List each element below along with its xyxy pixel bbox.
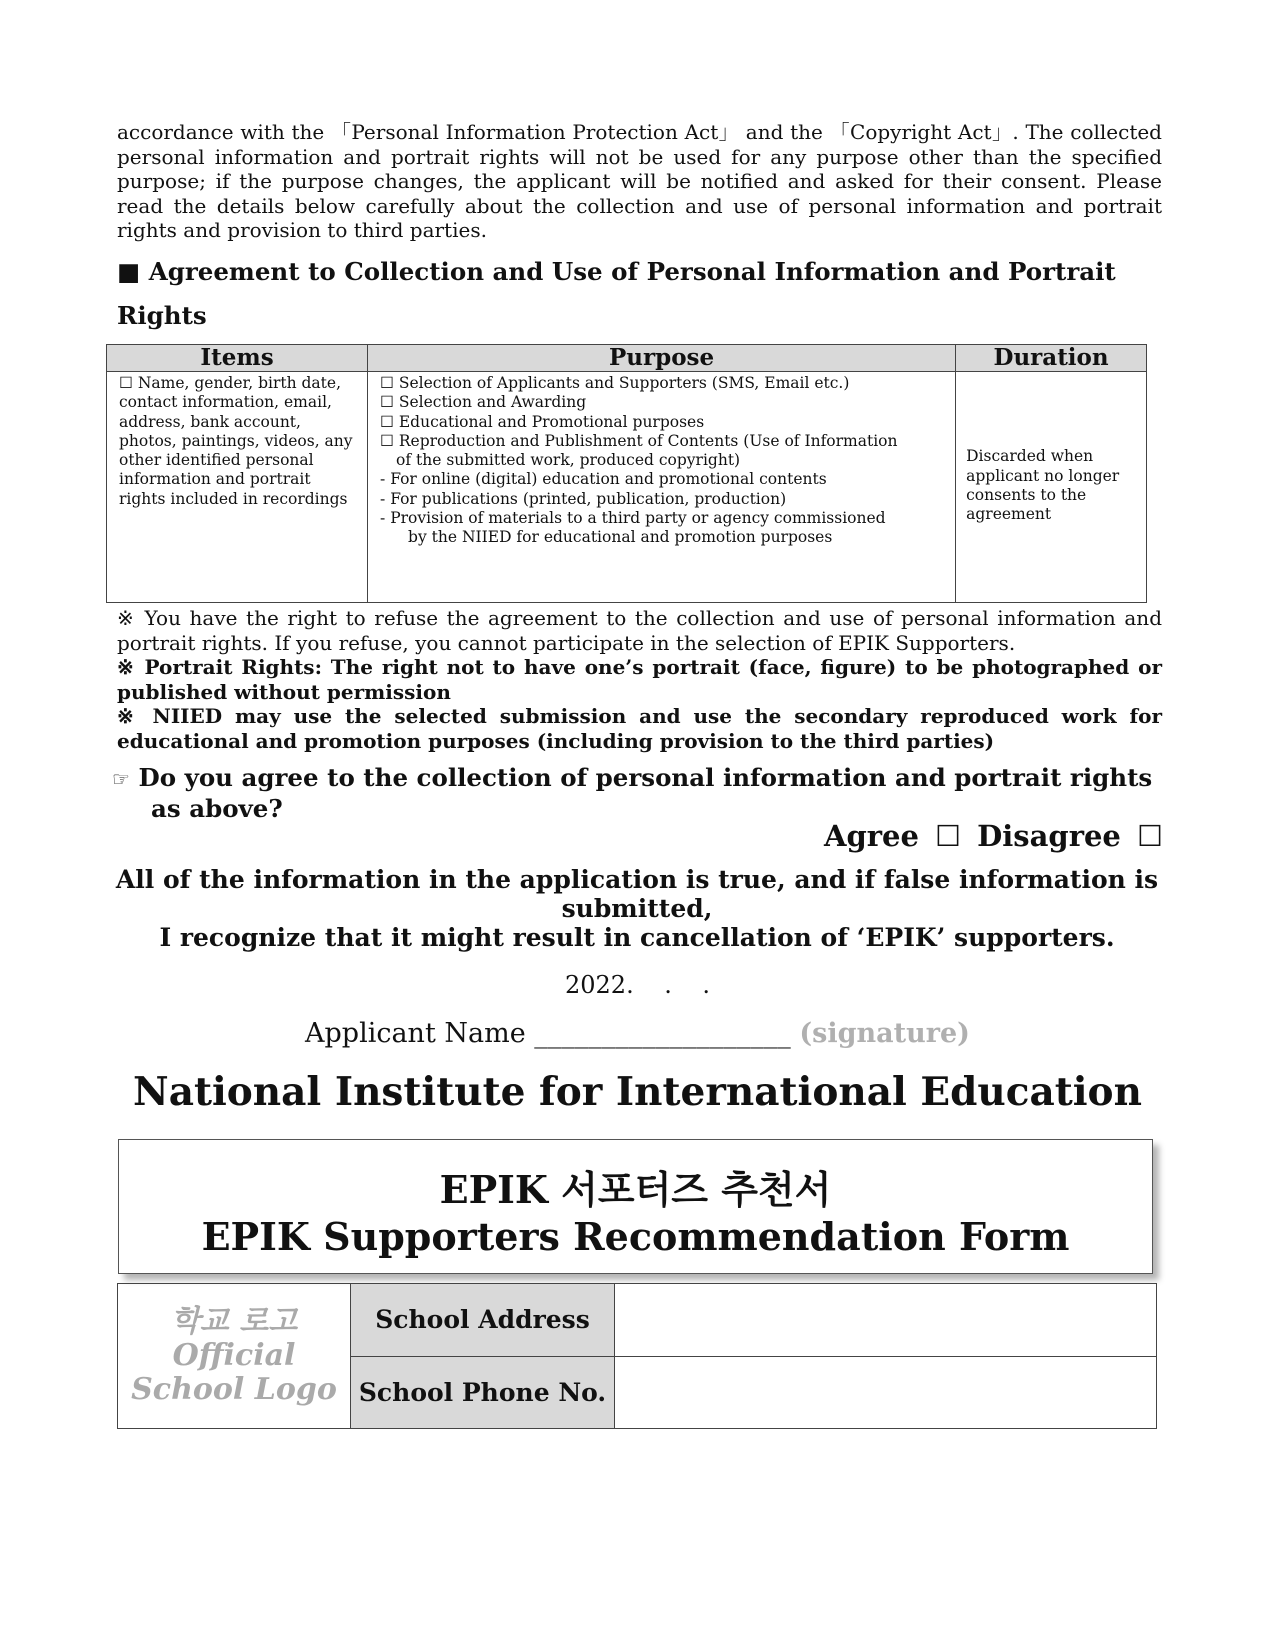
- note-refuse: ※ You have the right to refuse the agreement to the collection and use of personal information and portrait rights. If you refuse, you cannot participate in the selection of EPIK Supporters.: [117, 606, 1162, 655]
- school-address-input[interactable]: [615, 1284, 1157, 1357]
- pointing-hand-icon: ☞: [112, 767, 130, 791]
- consent-table-row: [107, 372, 1147, 603]
- purpose-line: ☐ Educational and Promotional purposes: [380, 412, 705, 431]
- declaration-line-2: I recognize that it might result in cancellation of ‘EPIK’ supporters.: [159, 923, 1115, 952]
- consent-table-header-row: [107, 345, 1147, 372]
- purpose-cell: [368, 372, 956, 603]
- logo-placeholder-korean: 학교 로고: [170, 1304, 298, 1339]
- form-title-box: [118, 1139, 1153, 1274]
- school-logo-placeholder: [118, 1284, 351, 1429]
- header-items: Items: [107, 345, 368, 372]
- header-duration: Duration: [956, 345, 1147, 372]
- intro-paragraph: accordance with the 「Personal Information Protection Act」 and the 「Copyright Act」. The collected personal information and portrait rights will not be used for any purpose other than the specified purpose; if the purpose changes, the applicant will be notified and asked for their consent. Please read the details below carefully about the collection and use of personal information and portrait rights and provision to third parties.: [117, 120, 1162, 242]
- date-line: [0, 970, 1275, 1000]
- purpose-line: - Provision of materials to a third party or agency commissioned: [380, 509, 886, 528]
- signature-hint: (signature): [799, 1018, 970, 1049]
- applicant-name-label: Applicant Name: [305, 1018, 526, 1049]
- school-info-table: [117, 1283, 1157, 1429]
- header-purpose: Purpose: [368, 345, 956, 372]
- date-field[interactable]: 2022. . .: [565, 971, 710, 999]
- form-title-korean: EPIK 서포터즈 추천서: [439, 1167, 832, 1212]
- section-heading: [117, 250, 1177, 338]
- consent-table: [106, 344, 1147, 603]
- agree-checkbox[interactable]: ☐: [935, 819, 962, 853]
- logo-placeholder-line2: School Logo: [131, 1372, 337, 1407]
- note-niied-use: ※ NIIED may use the selected submission and use the secondary reproduced work for educational and promotion purposes (including provision to the third parties): [117, 704, 1162, 753]
- institute-name: National Institute for International Education: [133, 1069, 1142, 1115]
- logo-placeholder-line1: Official: [172, 1338, 296, 1373]
- question-line-1: Do you agree to the collection of personal information and portrait rights: [138, 763, 1153, 792]
- school-address-row: [118, 1284, 1157, 1357]
- purpose-line: of the submitted work, produced copyright): [396, 451, 741, 470]
- school-phone-label: School Phone No.: [351, 1356, 615, 1429]
- agree-choice-row: [824, 818, 1163, 854]
- disagree-label: Disagree: [977, 819, 1121, 853]
- square-bullet-icon: ■: [117, 257, 141, 286]
- agree-label: Agree: [823, 819, 919, 853]
- declaration: [112, 865, 1162, 952]
- school-phone-input[interactable]: [615, 1356, 1157, 1429]
- form-title-english: EPIK Supporters Recommendation Form: [201, 1214, 1070, 1259]
- applicant-signature-line: [305, 1017, 970, 1051]
- purpose-line: ☐ Selection and Awarding: [380, 393, 587, 412]
- applicant-name-field[interactable]: ___________________: [534, 1018, 791, 1049]
- purpose-line: ☐ Selection of Applicants and Supporters (SMS, Email etc.): [380, 374, 850, 392]
- section-title-text: Agreement to Collection and Use of Personal Information and Portrait Rights: [117, 257, 1116, 330]
- purpose-line: - For publications (printed, publication, production): [380, 489, 787, 508]
- items-cell: ☐ Name, gender, birth date, contact information, email, address, bank account, photos, paintings, videos, any other identified personal information and portrait rights included in recordings: [107, 372, 368, 603]
- question-line-2: as above?: [151, 794, 283, 823]
- declaration-line-1: All of the information in the application is true, and if false information is submitted,: [115, 865, 1159, 923]
- school-address-label: School Address: [351, 1284, 615, 1357]
- purpose-line: by the NIIED for educational and promotion purposes: [408, 528, 833, 547]
- note-portrait-rights: ※ Portrait Rights: The right not to have one’s portrait (face, figure) to be photographed or published without permission: [117, 655, 1162, 704]
- consent-question: [112, 763, 1162, 824]
- purpose-line: - For online (digital) education and promotional contents: [380, 470, 827, 489]
- disagree-checkbox[interactable]: ☐: [1137, 819, 1163, 853]
- duration-cell: Discarded when applicant no longer consents to the agreement: [956, 372, 1147, 603]
- purpose-line: ☐ Reproduction and Publishment of Contents (Use of Information: [380, 431, 898, 450]
- notes-block: [117, 606, 1162, 753]
